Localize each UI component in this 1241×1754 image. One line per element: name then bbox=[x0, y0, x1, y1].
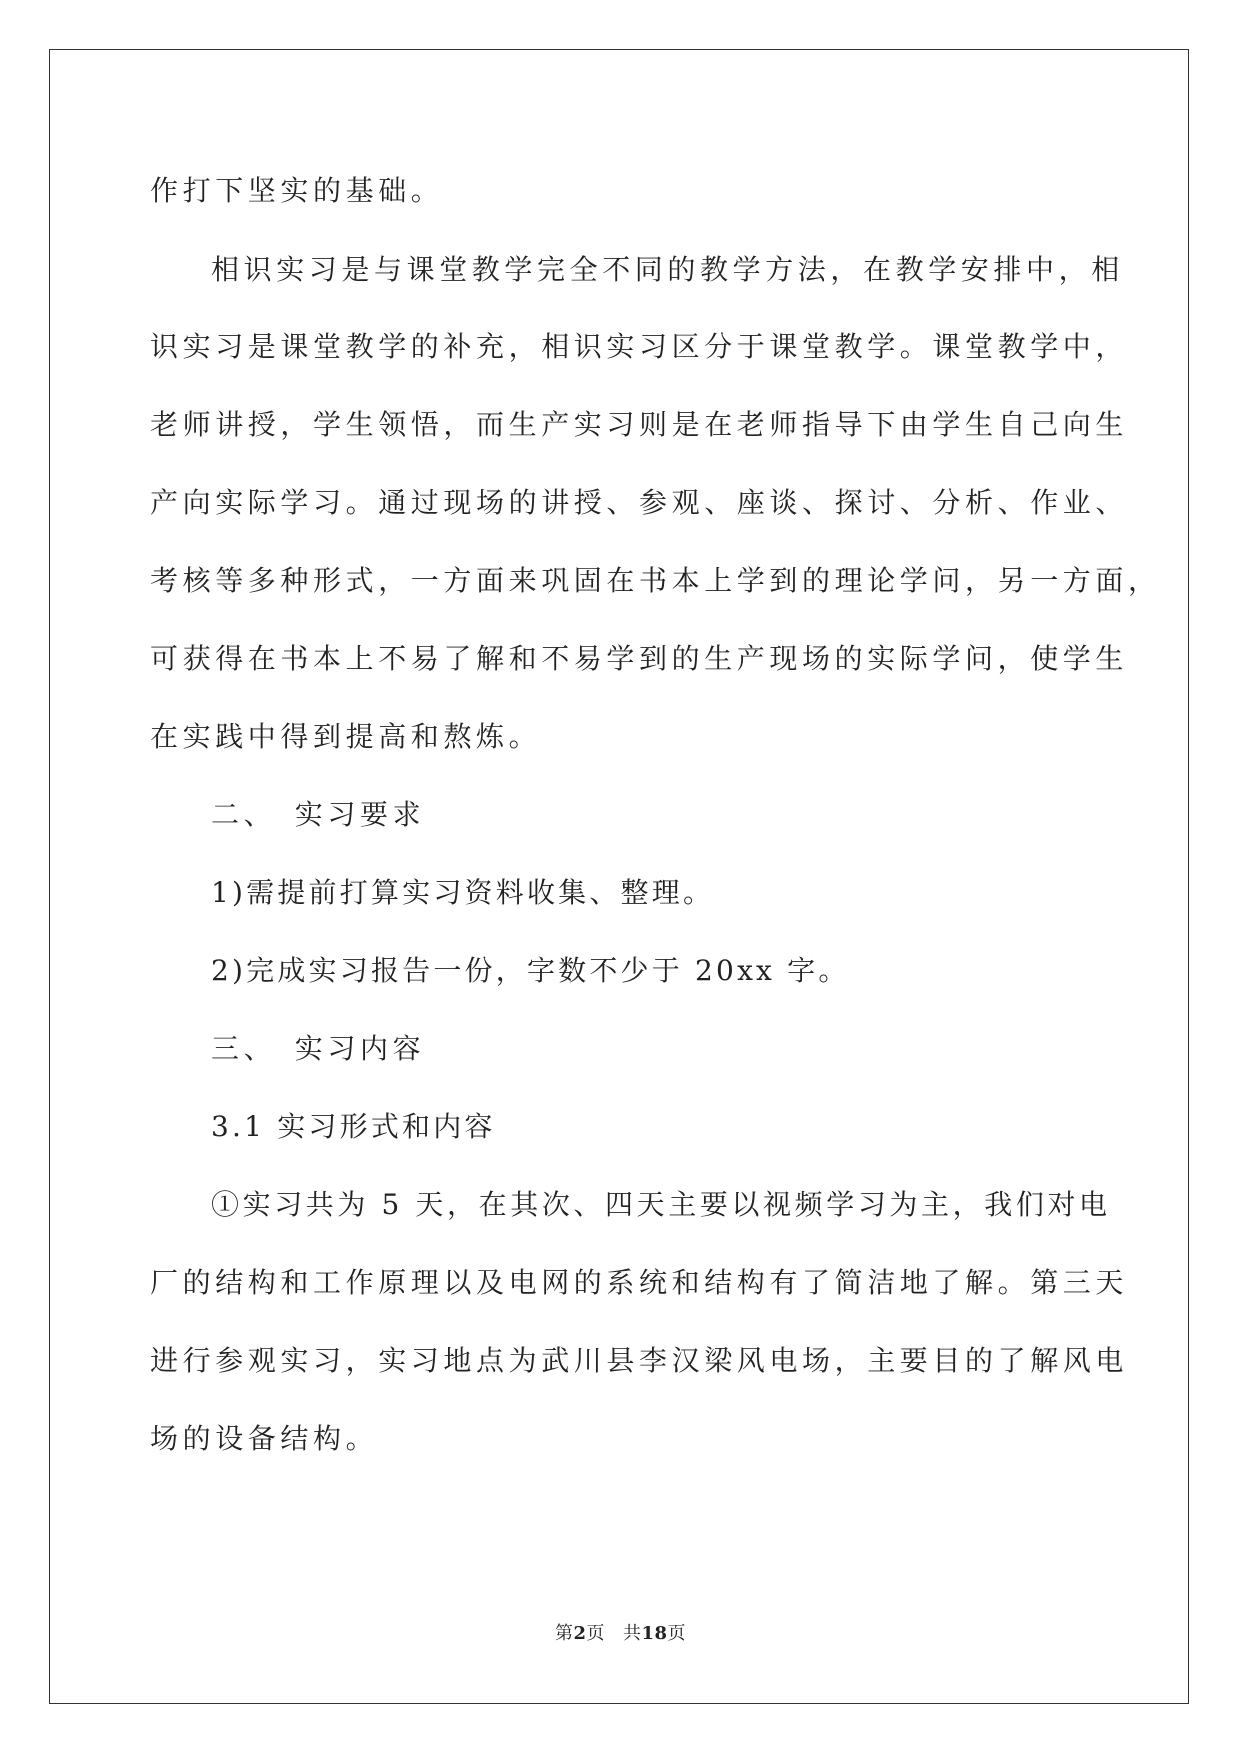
text-line: 作打下坚实的基础。 bbox=[150, 174, 444, 207]
page-suffix: 页 bbox=[586, 1623, 605, 1644]
paragraph-start-line: 相识实习是与课堂教学完全不同的教学方法，在教学安排中，相 bbox=[211, 253, 1124, 286]
text-line: 产向实际学习。通过现场的讲授、参观、座谈、探讨、分析、作业、 bbox=[150, 486, 1129, 519]
text-line: 识实习是课堂教学的补充，相识实习区分于课堂教学。课堂教学中， bbox=[150, 330, 1129, 363]
text-line: 老师讲授，学生领悟，而生产实习则是在老师指导下由学生自己向生 bbox=[150, 408, 1129, 441]
section-heading: 二、 实习要求 bbox=[211, 798, 426, 831]
text-line: 在实践中得到提高和熬炼。 bbox=[150, 720, 542, 753]
page-prefix: 第 bbox=[554, 1623, 574, 1644]
total-pages: 18 bbox=[641, 1623, 668, 1644]
paragraph-start-line: ①实习共为 5 天，在其次、四天主要以视频学习为主，我们对电 bbox=[211, 1188, 1111, 1221]
total-suffix: 页 bbox=[667, 1623, 687, 1644]
section-heading: 三、 实习内容 bbox=[211, 1032, 426, 1065]
text-line: 厂的结构和工作原理以及电网的系统和结构有了简洁地了解。第三天 bbox=[150, 1266, 1129, 1299]
total-prefix: 共 bbox=[622, 1623, 642, 1644]
text-line: 可获得在书本上不易了解和不易学到的生产现场的实际学问，使学生 bbox=[150, 642, 1129, 675]
page-number: 2 bbox=[573, 1623, 587, 1644]
subsection-heading: 3.1 实习形式和内容 bbox=[211, 1110, 496, 1143]
text-line: 进行参观实习，实习地点为武川县李汉梁风电场，主要目的了解风电 bbox=[150, 1344, 1129, 1377]
list-item: 2)完成实习报告一份，字数不少于 20xx 字。 bbox=[211, 954, 850, 987]
list-item: 1)需提前打算实习资料收集、整理。 bbox=[211, 876, 715, 909]
text-line: 场的设备结构。 bbox=[150, 1422, 379, 1455]
text-line: 考核等多种形式，一方面来巩固在书本上学到的理论学问，另一方面， bbox=[150, 564, 1161, 597]
page-footer bbox=[0, 1622, 1241, 1646]
